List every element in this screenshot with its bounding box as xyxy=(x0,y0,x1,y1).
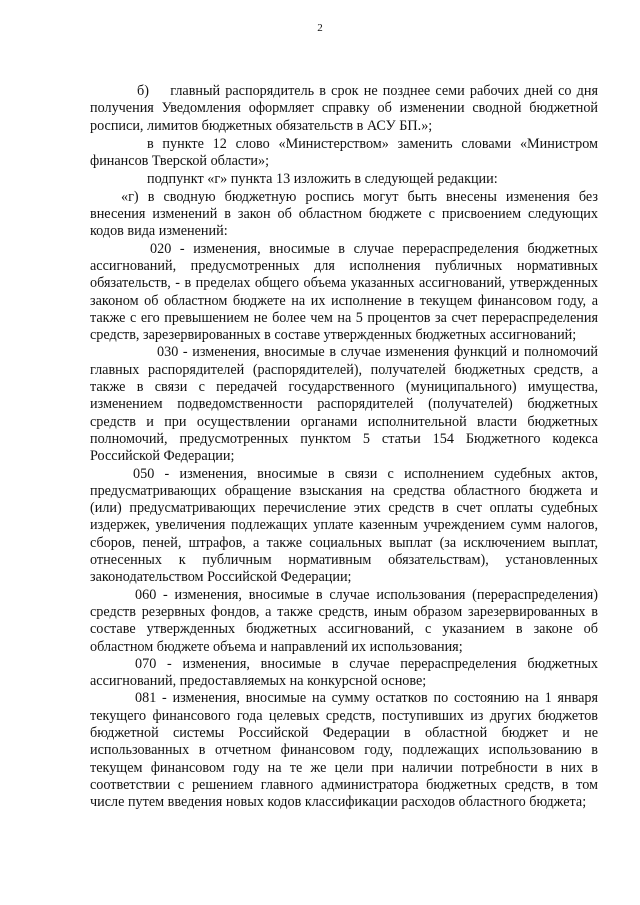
paragraph-code-070: 070 - изменения, вносимые в случае перераспределения бюджетных ассигнований, предоставляемых на конкурсной основе; xyxy=(90,655,598,690)
paragraph-code-030: 030 - изменения, вносимые в случае изменения функций и полномочий главных распорядителей (распорядителей), получателей бюджетных средств, а также в связи с передачей государственного (муниципального) имущества, изменением подведомственности распорядителей (получателей) бюджетных средств и при осуществлении органами исполнительной власти бюджетных полномочий, предусмотренных пунктом 5 статьи 154 Бюджетного кодекса Российской Федерации; xyxy=(90,344,598,465)
document-body xyxy=(90,83,598,811)
paragraph-subitem-b: б) главный распорядитель в срок не позднее семи рабочих дней со дня получения Уведомления оформляет справку об изменении сводной бюджетной росписи, лимитов бюджетных обязательств в АСУ БП.»; xyxy=(90,83,598,134)
page-number: 2 xyxy=(317,22,323,34)
paragraph-code-020: 020 - изменения, вносимые в случае перераспределения бюджетных ассигнований, предусмотренных для исполнения публичных нормативных обязательств, - в пределах общего объема указанных ассигнований, утвержденных законом об областном бюджете на их исполнение в текущем финансовом году, а также с его превышением не более чем на 5 процентов за счет перераспределения средств, зарезервированных в составе утвержденных бюджетных ассигнований; xyxy=(90,240,598,344)
paragraph-code-050: 050 - изменения, вносимые в связи с исполнением судебных актов, предусматривающих обращение взыскания на средства областного бюджета и (или) предусматривающих перечисление этих средств в счет оплаты судебных издержек, увеличения подлежащих уплате казенным учреждением сумм налогов, сборов, пеней, штрафов, а также социальных выплат (за исключением выплат, отнесенных к публичным нормативным обязательствам), установленных законодательством Российской Федерации; xyxy=(90,465,598,586)
paragraph-code-081: 081 - изменения, вносимые на сумму остатков по состоянию на 1 января текущего финансового года целевых средств, поступивших из других бюджетов бюджетной системы Российской Федерации в областной бюджет и не использованных в отчетном финансовом году, подлежащих использованию в текущем финансовом году на те же цели при наличии потребности в них в соответствии с решением главного администратора бюджетных средств, в том числе путем введения новых кодов классификации расходов областного бюджета; xyxy=(90,690,598,811)
paragraph-item-12-amendment: в пункте 12 слово «Министерством» заменить словами «Министром финансов Тверской области»; xyxy=(90,135,598,170)
paragraph-code-060: 060 - изменения, вносимые в случае использования (перераспределения) средств резервных фондов, а также средств, иным образом зарезервированных в составе утвержденных бюджетных ассигнований, с указанием в законе об областном бюджете объема и направлений их использования; xyxy=(90,586,598,655)
paragraph-subitem-g: «г) в сводную бюджетную роспись могут быть внесены изменения без внесения изменений в закон об областном бюджете с присвоением следующих кодов вида изменений: xyxy=(90,188,598,240)
paragraph-item-13-intro: подпункт «г» пункта 13 изложить в следующей редакции: xyxy=(147,171,498,188)
